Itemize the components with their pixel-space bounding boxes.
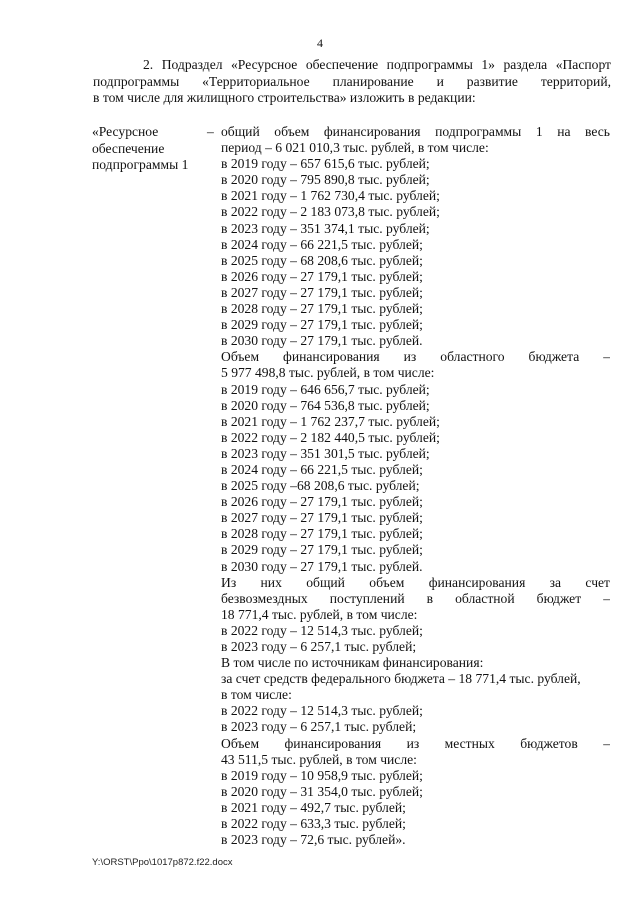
funding-line: в 2025 году – 68 208,6 тыс. рублей; (221, 252, 423, 268)
funding-line: в 2022 году – 12 514,3 тыс. рублей; (221, 703, 423, 719)
funding-line: в 2028 году – 27 179,1 тыс. рублей; (221, 301, 423, 317)
funding-line: в 2020 году – 31 354,0 тыс. рублей; (221, 783, 423, 799)
funding-line: в 2026 году – 27 179,1 тыс. рублей; (221, 494, 423, 510)
funding-line: в 2019 году – 657 615,6 тыс. рублей; (221, 156, 430, 172)
funding-line: в 2027 году – 27 179,1 тыс. рублей; (221, 510, 423, 526)
funding-line: в 2024 году – 66 221,5 тыс. рублей; (221, 236, 423, 252)
funding-line: в 2023 году – 6 257,1 тыс. рублей; (221, 639, 417, 654)
funding-line: Объем финансирования из областного бюджета – (221, 349, 610, 365)
funding-line: в 2024 году – 66 221,5 тыс. рублей; (221, 461, 423, 477)
funding-line: в 2019 году – 646 656,7 тыс. рублей; (221, 381, 430, 397)
funding-line: 18 771,4 тыс. рублей, в том числе: (221, 606, 418, 622)
funding-line: в 2025 году –68 208,6 тыс. рублей; (221, 478, 420, 494)
intro-paragraph (93, 57, 611, 107)
funding-line: в 2019 году – 10 958,9 тыс. рублей; (221, 767, 423, 783)
funding-line: в 2020 году – 795 890,8 тыс. рублей; (221, 172, 430, 188)
funding-line: в 2023 году – 351 374,1 тыс. рублей; (221, 220, 430, 236)
funding-line: в 2027 году – 27 179,1 тыс. рублей; (221, 284, 423, 300)
funding-line: в 2026 году – 27 179,1 тыс. рублей; (221, 268, 423, 284)
funding-line: в 2029 году – 27 179,1 тыс. рублей; (221, 317, 423, 333)
section-label (92, 124, 207, 174)
page-number: 4 (317, 36, 323, 50)
funding-line: Из них общий объем финансирования за счет (221, 574, 610, 590)
label-line: «Ресурсное (92, 124, 159, 139)
intro-line: в том числе для жилищного строительства» изложить в редакции: (93, 90, 476, 105)
funding-line: в 2030 году – 27 179,1 тыс. рублей. (221, 558, 423, 574)
file-path-footer: Y:\ORST\Ppo\1017p872.f22.docx (92, 857, 233, 868)
intro-line: 2. Подраздел «Ресурсное обеспечение подпрограммы 1» раздела «Паспорт (143, 57, 611, 72)
funding-line: общий объем финансирования подпрограммы 1 на весь (221, 124, 610, 139)
funding-line: в 2023 году – 72,6 тыс. рублей». (221, 832, 406, 848)
funding-line: за счет средств федерального бюджета – 18 771,4 тыс. рублей, (221, 671, 581, 687)
label-line: подпрограммы 1 (92, 157, 189, 172)
funding-line: Объем финансирования из местных бюджетов – (221, 735, 610, 751)
funding-line: в 2028 году – 27 179,1 тыс. рублей; (221, 526, 423, 542)
funding-line: 5 977 498,8 тыс. рублей, в том числе: (221, 365, 435, 381)
funding-line: в 2021 году – 1 762 730,4 тыс. рублей; (221, 188, 440, 204)
funding-line: в 2023 году – 351 301,5 тыс. рублей; (221, 445, 430, 461)
funding-details (221, 124, 610, 848)
funding-line: в 2023 году – 6 257,1 тыс. рублей; (221, 719, 417, 735)
funding-line: в 2022 году – 633,3 тыс. рублей; (221, 816, 406, 832)
funding-line: в том числе: (221, 687, 292, 703)
funding-line: в 2022 году – 12 514,3 тыс. рублей; (221, 622, 423, 638)
funding-line: период – 6 021 010,3 тыс. рублей, в том числе: (221, 140, 489, 156)
funding-line: В том числе по источникам финансирования: (221, 655, 484, 671)
funding-line: в 2021 году – 492,7 тыс. рублей; (221, 799, 406, 815)
funding-line: в 2022 году – 2 182 440,5 тыс. рублей; (221, 429, 440, 445)
label-dash: – (207, 124, 214, 139)
funding-line: в 2021 году – 1 762 237,7 тыс. рублей; (221, 413, 440, 429)
label-line: обеспечение (92, 140, 165, 156)
intro-line: подпрограммы «Территориальное планирование и развитие территорий, (93, 73, 611, 89)
funding-line: в 2029 году – 27 179,1 тыс. рублей; (221, 542, 423, 558)
funding-line: в 2022 году – 2 183 073,8 тыс. рублей; (221, 204, 440, 220)
funding-line: безвозмездных поступлений в областной бюджет – (221, 590, 610, 606)
funding-line: 43 511,5 тыс. рублей, в том числе: (221, 751, 417, 767)
funding-line: в 2020 году – 764 536,8 тыс. рублей; (221, 397, 430, 413)
funding-line: в 2030 году – 27 179,1 тыс. рублей. (221, 333, 423, 349)
